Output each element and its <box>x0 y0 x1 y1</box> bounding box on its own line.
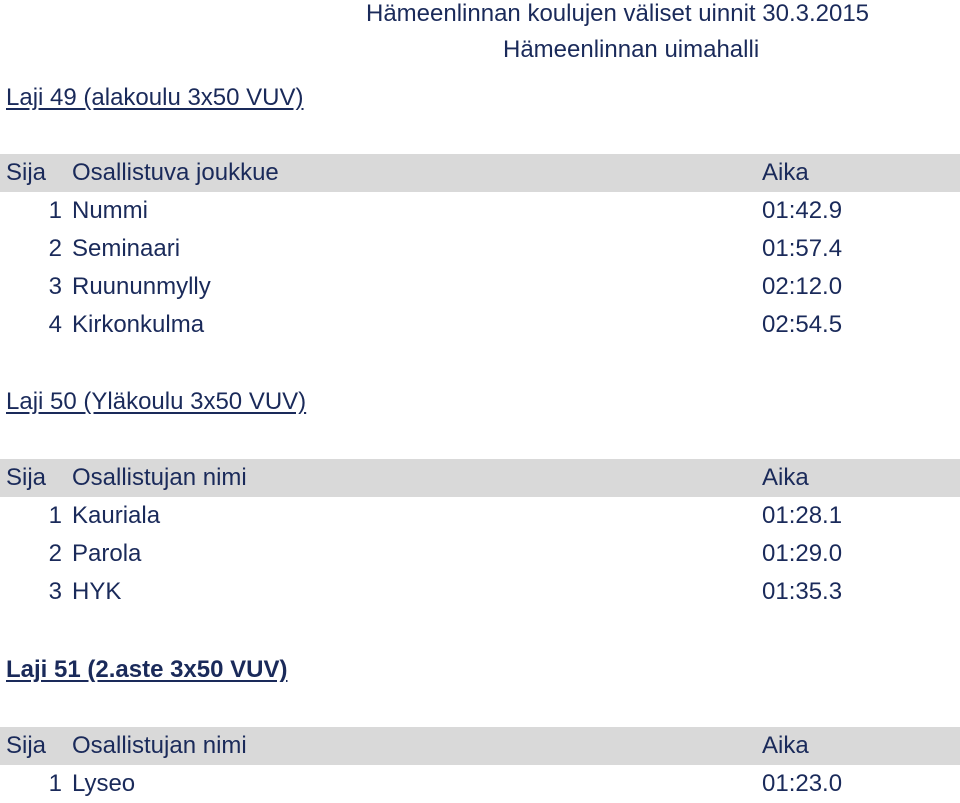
rank-cell: 1 <box>48 197 62 224</box>
rank-cell: 1 <box>48 770 62 797</box>
table-row <box>0 573 960 611</box>
column-header-time: Aika <box>762 159 809 186</box>
table-header <box>0 459 960 497</box>
participant-name-cell: Lyseo <box>72 770 136 797</box>
rank-cell: 1 <box>48 502 62 529</box>
team-name-cell: Nummi <box>72 197 148 224</box>
team-name-cell: Seminaari <box>72 235 181 262</box>
results-table-laji-49 <box>0 154 960 344</box>
table-row <box>0 497 960 535</box>
column-header-rank: Sija <box>6 732 47 759</box>
team-name-cell: Ruununmylly <box>72 273 211 300</box>
page-title: Hämeenlinnan koulujen väliset uinnit 30.3.2015 <box>366 0 870 27</box>
column-header-time: Aika <box>762 732 809 759</box>
table-header <box>0 154 960 192</box>
rank-cell: 4 <box>48 311 62 338</box>
results-table-laji-51 <box>0 727 960 803</box>
venue-name: Hämeenlinnan uimahalli <box>503 36 760 63</box>
results-table-laji-50 <box>0 459 960 611</box>
participant-name-cell: Parola <box>72 540 142 567</box>
table-row <box>0 268 960 306</box>
column-header-name: Osallistuva joukkue <box>72 159 279 186</box>
time-cell: 01:28.1 <box>762 502 843 529</box>
column-header-name: Osallistujan nimi <box>72 732 247 759</box>
rank-cell: 2 <box>48 540 62 567</box>
section-title-laji-50: Laji 50 (Yläkoulu 3x50 VUV) <box>6 388 307 415</box>
rank-cell: 3 <box>48 273 62 300</box>
participant-name-cell: HYK <box>72 578 122 605</box>
rank-cell: 2 <box>48 235 62 262</box>
time-cell: 01:35.3 <box>762 578 843 605</box>
time-cell: 01:42.9 <box>762 197 843 224</box>
time-cell: 02:54.5 <box>762 311 843 338</box>
table-row <box>0 192 960 230</box>
column-header-rank: Sija <box>6 464 47 491</box>
rank-cell: 3 <box>48 578 62 605</box>
column-header-name: Osallistujan nimi <box>72 464 247 491</box>
table-header <box>0 727 960 765</box>
table-row <box>0 306 960 344</box>
table-row <box>0 535 960 573</box>
section-title-laji-51: Laji 51 (2.aste 3x50 VUV) <box>6 656 288 683</box>
column-header-time: Aika <box>762 464 809 491</box>
team-name-cell: Kirkonkulma <box>72 311 205 338</box>
table-row <box>0 230 960 268</box>
time-cell: 01:23.0 <box>762 770 843 797</box>
time-cell: 01:29.0 <box>762 540 843 567</box>
section-title-laji-49: Laji 49 (alakoulu 3x50 VUV) <box>6 84 304 111</box>
participant-name-cell: Kauriala <box>72 502 161 529</box>
column-header-rank: Sija <box>6 159 47 186</box>
time-cell: 01:57.4 <box>762 235 843 262</box>
time-cell: 02:12.0 <box>762 273 843 300</box>
table-row <box>0 765 960 803</box>
